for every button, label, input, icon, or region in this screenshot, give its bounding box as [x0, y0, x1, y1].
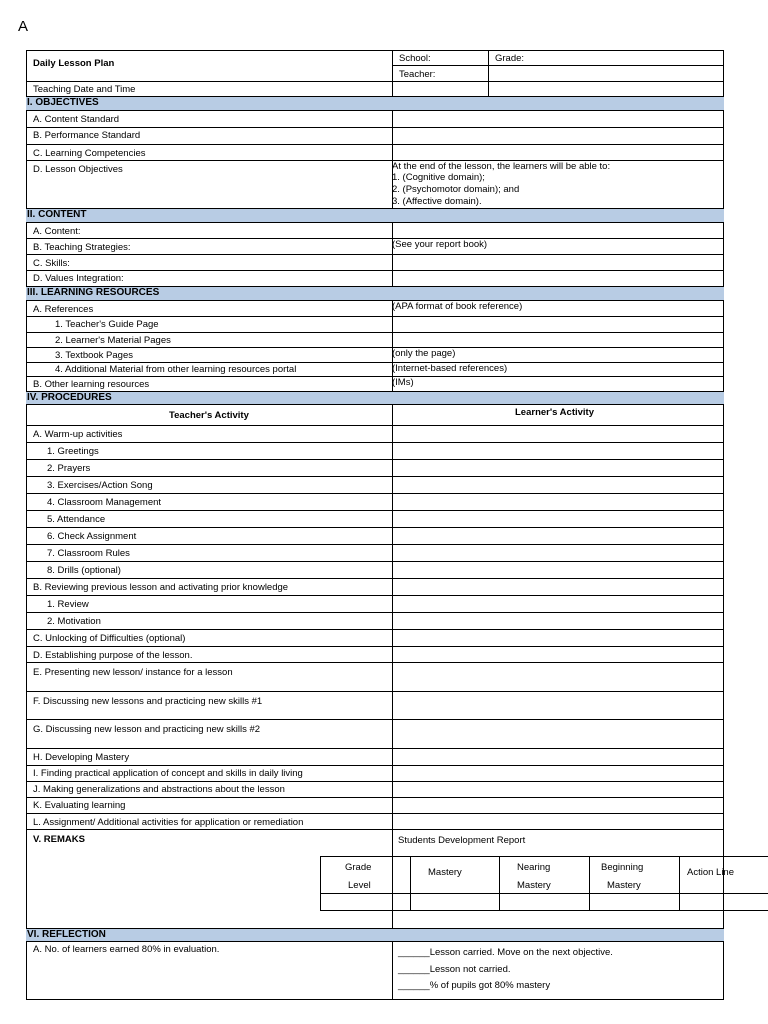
- values-integration-label: D. Values Integration:: [33, 273, 124, 284]
- divider: [26, 238, 724, 239]
- additional-material-label: 4. Additional Material from other learning resources portal: [55, 364, 297, 375]
- beginning-mastery-header: Mastery: [607, 880, 641, 891]
- teacher-label: Teacher:: [399, 69, 436, 80]
- section-procedures: IV. PROCEDURES: [26, 391, 724, 405]
- school-label: School:: [399, 53, 431, 64]
- teaching-strategies-note: (See your report book): [392, 239, 488, 250]
- procedure-item: 8. Drills (optional): [47, 565, 121, 576]
- section-content: II. CONTENT: [26, 208, 724, 223]
- mastery-percent-option: ______% of pupils got 80% mastery: [398, 980, 551, 991]
- divider: [26, 829, 724, 830]
- divider: [392, 942, 393, 1000]
- procedure-item: 4. Classroom Management: [47, 497, 162, 508]
- mastery-header: Mastery: [428, 867, 462, 878]
- learners-80-label: A. No. of learners earned 80% in evaluation.: [33, 944, 220, 955]
- divider: [26, 144, 724, 145]
- procedure-item: K. Evaluating learning: [33, 800, 126, 811]
- procedure-item: 7. Classroom Rules: [47, 548, 130, 559]
- divider: [320, 856, 321, 910]
- divider: [26, 544, 724, 545]
- divider: [392, 65, 724, 66]
- procedure-item: A. Warm-up activities: [33, 429, 123, 440]
- procedure-item: J. Making generalizations and abstractions about the lesson: [33, 784, 285, 795]
- additional-material-note: (Internet-based references): [392, 363, 508, 374]
- lesson-carried-option: ______Lesson carried. Move on the next objective.: [398, 947, 613, 958]
- content-standard-label: A. Content Standard: [33, 114, 120, 125]
- procedure-item: L. Assignment/ Additional activities for application or remediation: [33, 817, 304, 828]
- procedure-item: E. Presenting new lesson/ instance for a lesson: [33, 667, 233, 678]
- procedure-item: G. Discussing new lesson and practicing new skills #2: [33, 724, 261, 735]
- students-development-report-title: Students Development Report: [398, 835, 526, 846]
- remarks-heading: V. REMAKS: [33, 834, 85, 845]
- divider: [26, 612, 724, 613]
- grade-level-header: Grade: [345, 862, 372, 873]
- beginning-mastery-header: Beginning: [601, 862, 644, 873]
- procedure-item: I. Finding practical application of concept and skills in daily living: [33, 768, 303, 779]
- content-label: A. Content:: [33, 226, 81, 237]
- divider: [26, 270, 724, 271]
- divider: [26, 376, 724, 377]
- objective-item: 3. (Affective domain).: [392, 196, 482, 207]
- procedure-item: F. Discussing new lessons and practicing new skills #1: [33, 696, 263, 707]
- lesson-not-carried-option: ______Lesson not carried.: [398, 964, 511, 975]
- divider: [26, 332, 724, 333]
- divider: [392, 830, 393, 928]
- references-label: A. References: [33, 304, 94, 315]
- divider: [26, 425, 724, 426]
- objective-item: 2. (Psychomotor domain); and: [392, 184, 520, 195]
- divider: [26, 719, 724, 720]
- performance-standard-label: B. Performance Standard: [33, 130, 141, 141]
- divider: [320, 910, 768, 911]
- grade-level-header: Level: [348, 880, 371, 891]
- divider: [26, 781, 724, 782]
- divider: [26, 797, 724, 798]
- grade-label: Grade:: [495, 53, 525, 64]
- page-corner-label: A: [18, 18, 29, 35]
- divider: [26, 127, 724, 128]
- divider: [26, 748, 724, 749]
- lesson-plan-table: [26, 50, 724, 1000]
- divider: [26, 629, 724, 630]
- teaching-date-label: Teaching Date and Time: [33, 84, 136, 95]
- page-title: Daily Lesson Plan: [33, 58, 115, 69]
- divider: [26, 442, 724, 443]
- teacher-activity-header: Teacher's Activity: [169, 410, 249, 421]
- procedure-item: 1. Greetings: [47, 446, 99, 457]
- procedure-item: 6. Check Assignment: [47, 531, 137, 542]
- lesson-objectives-intro: At the end of the lesson, the learners will be able to:: [392, 161, 611, 172]
- divider: [392, 405, 393, 830]
- textbook-pages-note: (only the page): [392, 348, 456, 359]
- divider: [26, 527, 724, 528]
- nearing-mastery-header: Nearing: [517, 862, 551, 873]
- divider: [589, 856, 590, 910]
- divider: [26, 813, 724, 814]
- section-reflection: VI. REFLECTION: [26, 928, 724, 942]
- divider: [26, 662, 724, 663]
- divider: [26, 476, 724, 477]
- skills-label: C. Skills:: [33, 258, 70, 269]
- textbook-pages-label: 3. Textbook Pages: [55, 350, 133, 361]
- divider: [26, 254, 724, 255]
- procedure-item: C. Unlocking of Difficulties (optional): [33, 633, 186, 644]
- divider: [26, 561, 724, 562]
- procedure-item: 1. Review: [47, 599, 89, 610]
- divider: [26, 646, 724, 647]
- divider: [26, 316, 724, 317]
- divider: [499, 856, 500, 910]
- teaching-strategies-label: B. Teaching Strategies:: [33, 242, 131, 253]
- action-line-header: Action Line: [687, 867, 735, 878]
- procedure-item: 5. Attendance: [47, 514, 106, 525]
- references-note: (APA format of book reference): [392, 301, 523, 312]
- divider: [392, 50, 393, 97]
- procedure-item: H. Developing Mastery: [33, 752, 130, 763]
- divider: [679, 856, 680, 910]
- procedure-item: 2. Prayers: [47, 463, 91, 474]
- procedure-item: 3. Exercises/Action Song: [47, 480, 153, 491]
- divider: [26, 81, 724, 82]
- divider: [26, 595, 724, 596]
- section-objectives: I. OBJECTIVES: [26, 96, 724, 111]
- procedure-item: D. Establishing purpose of the lesson.: [33, 650, 193, 661]
- divider: [26, 765, 724, 766]
- divider: [26, 578, 724, 579]
- objective-item: 1. (Cognitive domain);: [392, 172, 485, 183]
- teachers-guide-label: 1. Teacher's Guide Page: [55, 319, 159, 330]
- divider: [26, 510, 724, 511]
- divider: [26, 160, 724, 161]
- learning-competencies-label: C. Learning Competencies: [33, 148, 146, 159]
- divider: [26, 347, 724, 348]
- divider: [320, 856, 768, 857]
- nearing-mastery-header: Mastery: [517, 880, 551, 891]
- lesson-objectives-label: D. Lesson Objectives: [33, 164, 123, 175]
- divider: [26, 691, 724, 692]
- divider: [410, 856, 411, 910]
- section-learning-resources: III. LEARNING RESOURCES: [26, 286, 724, 301]
- other-resources-label: B. Other learning resources: [33, 379, 150, 390]
- procedure-item: B. Reviewing previous lesson and activating prior knowledge: [33, 582, 289, 593]
- learner-activity-header: Learner's Activity: [515, 407, 594, 418]
- divider: [26, 493, 724, 494]
- other-resources-note: (IMs): [392, 377, 414, 388]
- procedure-item: 2. Motivation: [47, 616, 101, 627]
- divider: [26, 459, 724, 460]
- divider: [488, 50, 489, 97]
- divider: [320, 893, 768, 894]
- divider: [26, 362, 724, 363]
- learners-material-label: 2. Learner's Material Pages: [55, 335, 171, 346]
